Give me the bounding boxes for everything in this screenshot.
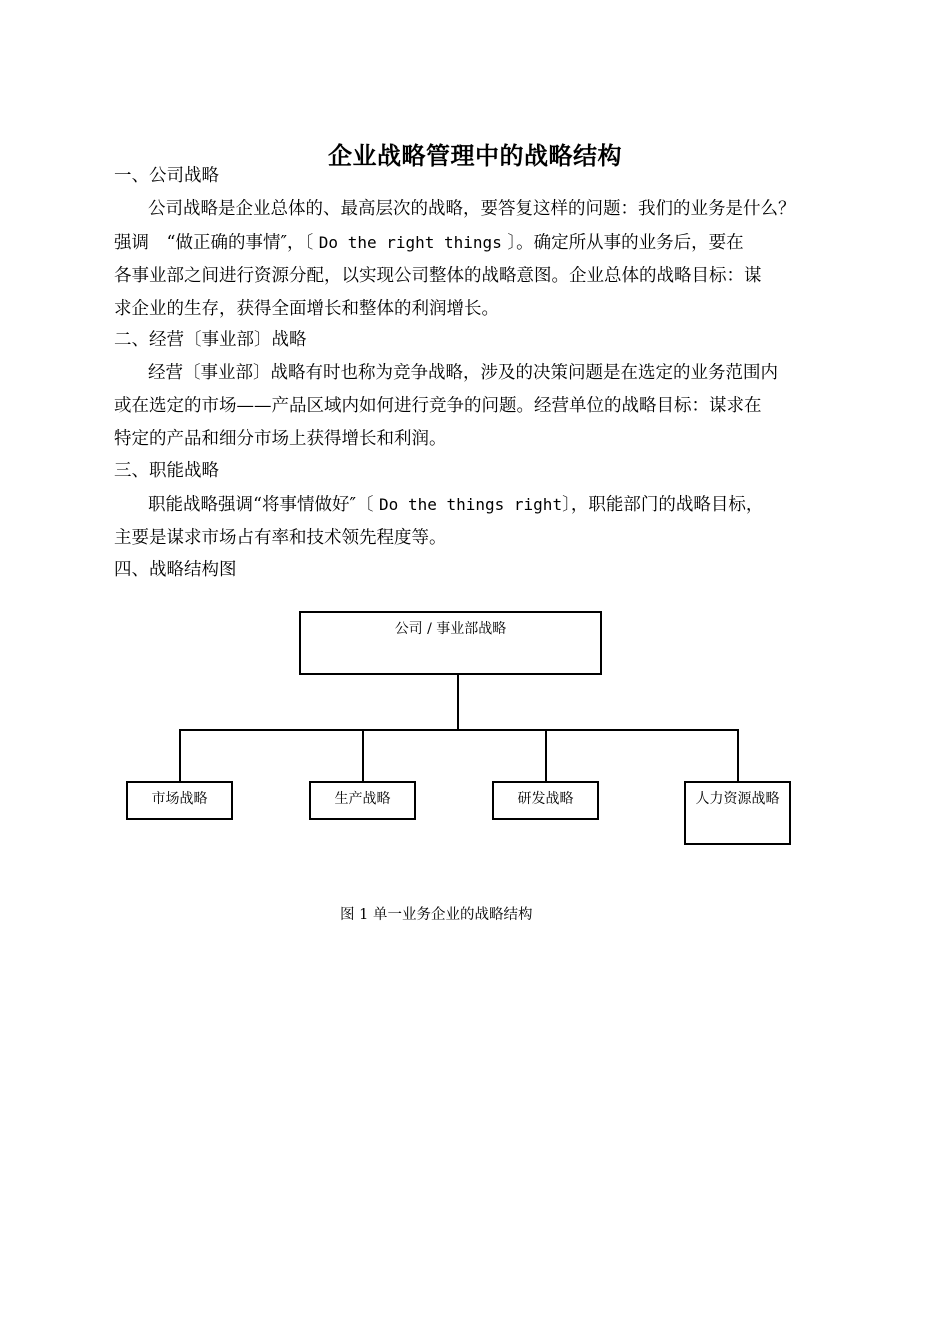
text-run: 〕，职能部门的战略目标，: [562, 495, 764, 515]
box-rd-strategy: 研发战略: [492, 781, 599, 820]
english-phrase: Do the right things: [318, 233, 502, 252]
paragraph-line: 主要是谋求市场占有率和技术领先程度等。: [114, 528, 447, 548]
paragraph-line: 公司战略是企业总体的、最高层次的战略，要答复这样的问题：我们的业务是什么？: [148, 199, 796, 219]
text-run: 〕。确定所从事的业务后，要在: [501, 233, 744, 253]
figure-caption: 图 1 单一业务企业的战略结构: [340, 907, 533, 923]
section-heading-functional-strategy: 三、职能战略: [114, 461, 219, 481]
paragraph-line: [114, 488, 844, 522]
box-production-strategy: 生产战略: [309, 781, 416, 820]
section-heading-business-strategy: 二、经营〔事业部〕战略: [114, 330, 307, 350]
section-heading-structure-diagram: 四、战略结构图: [114, 560, 237, 580]
box-company-strategy: 公司 / 事业部战略: [299, 611, 602, 675]
box-hr-strategy: 人力资源战略: [684, 781, 791, 845]
document-title: 企业战略管理中的战略结构: [328, 141, 622, 170]
connector-branch: [362, 729, 364, 782]
text-run: 职能战略强调“将事情做好″〔: [148, 495, 380, 515]
paragraph-line: 各事业部之间进行资源分配，以实现公司整体的战略意图。企业总体的战略目标：谋: [114, 266, 762, 286]
paragraph-line: 特定的产品和细分市场上获得增长和利润。: [114, 429, 447, 449]
paragraph-functional-strategy: [114, 488, 844, 555]
connector-horizontal: [179, 729, 739, 731]
section-heading-company-strategy: 一、公司战略: [114, 166, 219, 186]
paragraph-line: 求企业的生存，获得全面增长和整体的利润增长。: [114, 299, 499, 319]
paragraph-line: [114, 226, 844, 260]
connector-branch: [179, 729, 181, 782]
paragraph-business-strategy: [114, 357, 844, 456]
paragraph-company-strategy: [114, 193, 844, 326]
box-market-strategy: 市场战略: [126, 781, 233, 820]
paragraph-line: 经营〔事业部〕战略有时也称为竞争战略，涉及的决策问题是在选定的业务范围内: [148, 363, 778, 383]
connector-branch: [737, 729, 739, 782]
connector-vertical-main: [457, 675, 459, 730]
paragraph-line: 或在选定的市场——产品区域内如何进行竞争的问题。经营单位的战略目标：谋求在: [114, 396, 762, 416]
english-phrase: Do the things right: [379, 495, 563, 514]
text-run: 强调 “做正确的事情″，〔: [114, 233, 319, 253]
connector-branch: [545, 729, 547, 782]
